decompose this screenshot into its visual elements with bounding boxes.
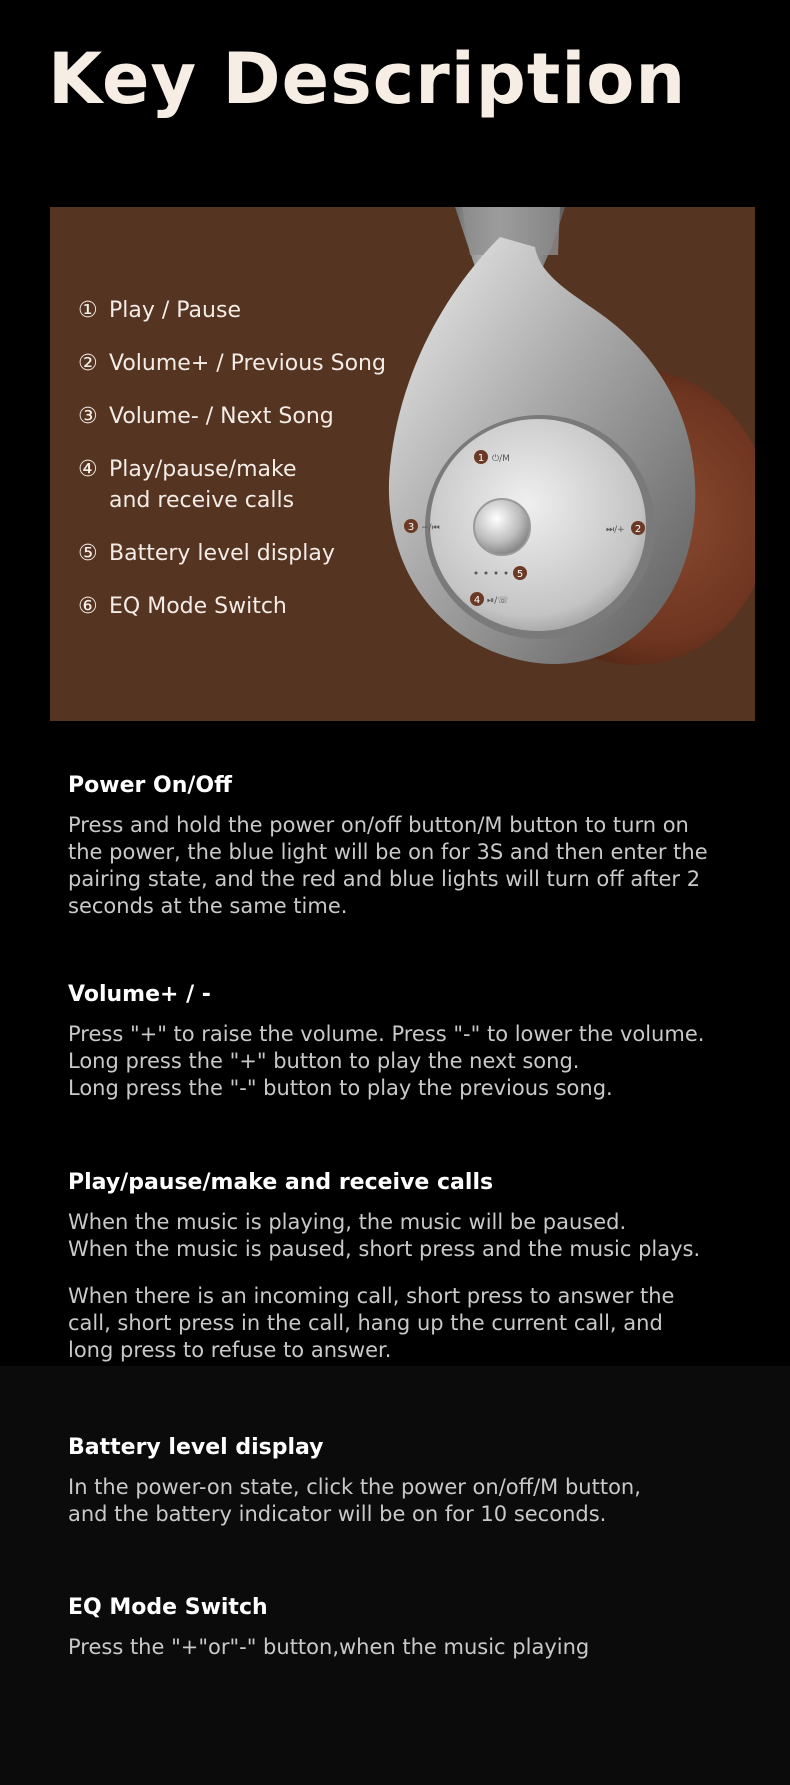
volume-down-previous-icon: −/⏮ <box>421 523 440 533</box>
key-item-volume-up <box>78 348 386 379</box>
key-item-eq <box>78 591 386 622</box>
badge-number: 5 <box>516 569 524 580</box>
badge-number: 1 <box>477 453 485 464</box>
battery-led-dot <box>495 572 498 575</box>
section-text: Press "+" to raise the volume. Press "-" to lower the volume. Long press the "+" button to play the next song. Long press the "-" button to play the previous song. <box>68 1022 705 1100</box>
key-item-volume-down <box>78 401 386 432</box>
section-volume <box>68 982 758 1102</box>
key-label: Volume+ / Previous Song <box>109 351 386 376</box>
key-diagram-panel <box>50 207 755 721</box>
battery-led-dot <box>485 572 488 575</box>
section-heading: EQ Mode Switch <box>68 1595 268 1620</box>
key-list <box>78 295 386 644</box>
section-heading: Power On/Off <box>68 773 232 798</box>
key-label: EQ Mode Switch <box>109 594 287 619</box>
next-volume-up-icon: ⏭/+ <box>606 525 625 535</box>
section-text: When there is an incoming call, short press to answer the call, short press in the call, hang up the current call, and long press to refuse to answer. <box>68 1284 675 1362</box>
section-text: In the power-on state, click the power on/off/M button, and the battery indicator will be on for 10 seconds. <box>68 1475 641 1526</box>
section-text: When the music is playing, the music will be paused. When the music is paused, short press and the music plays. <box>68 1210 701 1261</box>
key-item-play-pause <box>78 295 386 326</box>
section-battery <box>68 1435 758 1528</box>
key-label: Play / Pause <box>109 298 241 323</box>
section-heading: Battery level display <box>68 1435 324 1460</box>
center-knob <box>474 499 530 555</box>
key-number: ① <box>78 298 98 323</box>
key-item-calls <box>78 454 386 516</box>
key-number: ⑤ <box>78 541 98 566</box>
play-pause-call-icon: ⏯/☏ <box>487 596 509 606</box>
headphone-illustration <box>380 207 755 721</box>
badge-number: 2 <box>634 524 642 535</box>
section-calls <box>68 1170 758 1364</box>
section-heading: Play/pause/make and receive calls <box>68 1170 494 1195</box>
lower-background <box>0 1366 790 1785</box>
section-text: Press the "+"or"-" button,when the music playing <box>68 1635 590 1659</box>
key-item-battery <box>78 538 386 569</box>
key-label: Battery level display <box>109 541 335 566</box>
key-number: ② <box>78 351 98 376</box>
key-label: Play/pause/make and receive calls <box>109 457 297 513</box>
battery-led-dot <box>505 572 508 575</box>
page-title: Key Description <box>48 38 687 120</box>
power-m-icon: ⏻/M <box>492 454 510 464</box>
battery-led-dot <box>475 572 478 575</box>
key-number: ④ <box>78 457 98 482</box>
section-eq <box>68 1595 758 1661</box>
section-heading: Volume+ / - <box>68 982 211 1007</box>
badge-number: 3 <box>407 522 415 533</box>
key-number: ③ <box>78 404 98 429</box>
section-text: Press and hold the power on/off button/M button to turn on the power, the blue light will be on for 3S and then enter the pairing state, and the red and blue lights will turn off after 2 seconds at the same time. <box>68 813 708 918</box>
section-power <box>68 773 758 920</box>
badge-number: 4 <box>473 595 481 606</box>
key-label: Volume- / Next Song <box>109 404 334 429</box>
key-number: ⑥ <box>78 594 98 619</box>
